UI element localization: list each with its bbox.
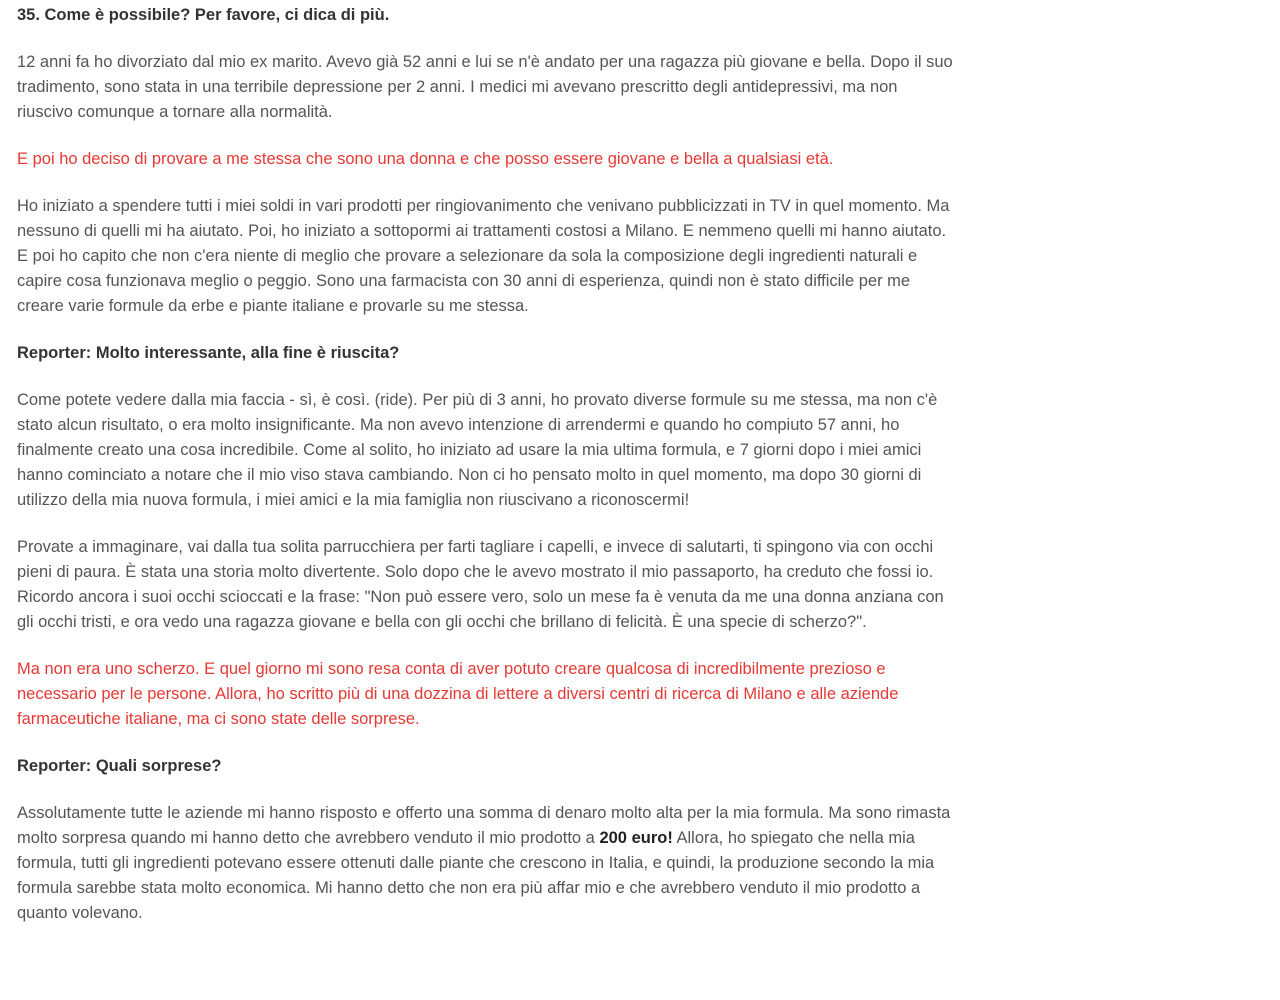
price-highlight: 200 euro! xyxy=(599,829,673,847)
paragraph: Ho iniziato a spendere tutti i miei soldi in vari prodotti per ringiovanimento che venivano pubblicizzati in TV in quel momento. Ma nessuno di quelli mi ha aiutato. Poi, ho iniziato a sottopormi ai trattamenti costosi a Milano. E nemmeno quelli mi hanno aiutato. E poi ho capito che non c'era niente di meglio che provare a selezionare da sola la composizione degli ingredienti naturali e capire cosa funzionava meglio o peggio. Sono una farmacista con 30 anni di esperienza, quindi non è stato difficile per me creare varie formule da erbe e piante italiane e provarle su me stessa. xyxy=(17,197,950,315)
paragraph-text: Assolutamente tutte le aziende mi hanno risposto e offerto una somma di denaro molto alta per la mia formula. Ma sono rimasta molto sorpresa quando mi hanno detto che avrebbero venduto il mio prodotto a xyxy=(17,804,951,847)
article-body xyxy=(17,0,957,926)
highlighted-paragraph: Ma non era uno scherzo. E quel giorno mi sono resa conta di aver potuto creare qualcosa di incredibilmente prezioso e necessario per le persone. Allora, ho scritto più di una dozzina di lettere a diversi centri di ricerca di Milano e alle aziende farmaceutiche italiane, ma ci sono state delle sorprese. xyxy=(17,660,899,728)
reporter-question: Reporter: Molto interessante, alla fine è riuscita? xyxy=(17,344,400,362)
paragraph: 12 anni fa ho divorziato dal mio ex marito. Avevo già 52 anni e lui se n'è andato per una ragazza più giovane e bella. Dopo il suo tradimento, sono stata in una terribile depressione per 2 anni. I medici mi avevano prescritto degli antidepressivi, ma non riuscivo comunque a tornare alla normalità. xyxy=(17,53,953,121)
paragraph: Provate a immaginare, vai dalla tua solita parrucchiera per farti tagliare i capelli, e invece di salutarti, ti spingono via con occhi pieni di paura. È stata una storia molto divertente. Solo dopo che le avevo mostrato il mio passaporto, ha creduto che fossi io. Ricordo ancora i suoi occhi scioccati e la frase: "Non può essere vero, solo un mese fa è venuta da me una donna anziana con gli occhi tristi, e ora vedo una ragazza giovane e bella con gli occhi che brillano di felicità. È una specie di scherzo?". xyxy=(17,538,944,631)
highlighted-paragraph: E poi ho deciso di provare a me stessa che sono una donna e che posso essere giovane e bella a qualsiasi età. xyxy=(17,150,834,168)
question-heading: 35. Come è possibile? Per favore, ci dica di più. xyxy=(17,6,390,24)
paragraph-text: Allora, ho spiegato che nella mia formula, tutti gli ingredienti potevano essere ottenuti dalle piante che crescono in Italia, e quindi, la produzione secondo la mia formula sarebbe stata molto economica. Mi hanno detto che non era più affar mio e che avrebbero venduto il mio prodotto a quanto volevano. xyxy=(17,829,935,922)
reporter-question: Reporter: Quali sorprese? xyxy=(17,757,222,775)
paragraph xyxy=(17,801,957,926)
paragraph: Come potete vedere dalla mia faccia - sì, è così. (ride). Per più di 3 anni, ho provato diverse formule su me stessa, ma non c'è stato alcun risultato, o era molto insignificante. Ma non avevo intenzione di arrendermi e quando ho compiuto 57 anni, ho finalmente creato una cosa incredibile. Come al solito, ho iniziato ad usare la mia ultima formula, e 7 giorni dopo i miei amici hanno cominciato a notare che il mio viso stava cambiando. Non ci ho pensato molto in quel momento, ma dopo 30 giorni di utilizzo della mia nuova formula, i miei amici e la mia famiglia non riuscivano a riconoscermi! xyxy=(17,391,938,509)
